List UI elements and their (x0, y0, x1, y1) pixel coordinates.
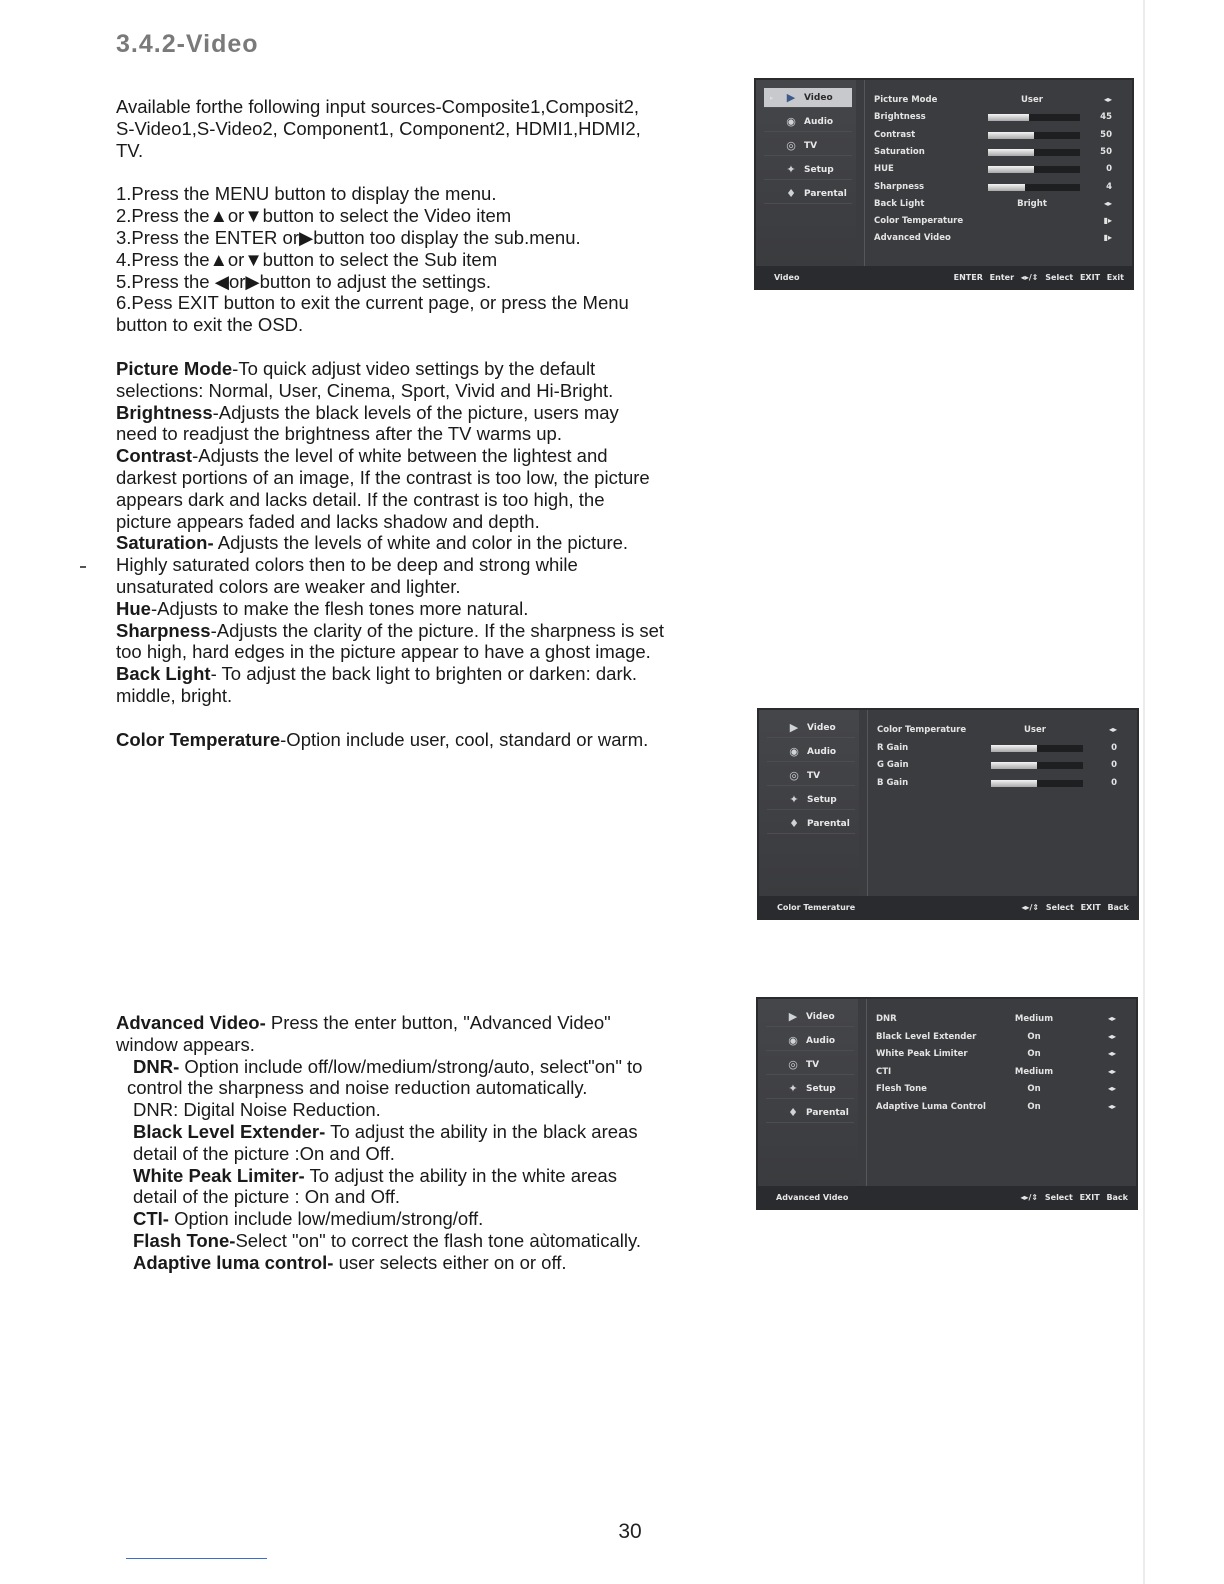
parental-icon: ♦ (788, 1106, 798, 1119)
osd-footer (756, 266, 1132, 288)
desc-line: too high, hard edges in the picture appear to have a ghost image. (116, 641, 651, 663)
desc-line: -Adjusts the level of white between the lightest and (192, 445, 608, 467)
desc-line: Option include low/medium/strong/off. (168, 1208, 484, 1230)
osd-level-number: 0 (1106, 164, 1112, 175)
desc-line: control the sharpness and noise reduction automatically. (127, 1077, 588, 1099)
osd-setting-row[interactable] (876, 1011, 1116, 1028)
osd-level-bar[interactable] (988, 149, 1080, 156)
term-brightness: Brightness (116, 401, 213, 423)
adjust-arrows-icon: ◂▸ (1107, 1084, 1116, 1093)
osd-menu-item-label: Setup (806, 1083, 836, 1094)
osd-setting-row[interactable] (874, 144, 1112, 161)
osd-menu-item-tv[interactable] (764, 136, 852, 156)
desc-line: user selects either on or off. (333, 1251, 567, 1273)
term-dnr: DNR- (133, 1055, 180, 1077)
osd-setting-row[interactable] (876, 1029, 1116, 1046)
desc-line: detail of the picture :On and Off. (133, 1142, 395, 1164)
osd-setting-value: On (1027, 1049, 1041, 1059)
term-flash-tone: Flash Tone- (133, 1229, 236, 1251)
osd-menu-item-parental[interactable] (767, 814, 855, 834)
osd-setting-label: Flesh Tone (876, 1084, 927, 1094)
osd-setting-label: Picture Mode (874, 95, 938, 105)
step-6: 6.Pess EXIT button to exit the current page, or press the Menu (116, 292, 629, 314)
osd-setting-row[interactable] (874, 196, 1112, 213)
osd-footer-title: Advanced Video (776, 1193, 849, 1202)
adjust-arrows-icon: ◂▸ (1108, 725, 1117, 734)
desc-line: Select "on" to correct the flash tone aùtomatically. (235, 1229, 642, 1251)
desc-line: unsaturated colors are weaker and lighter. (116, 575, 461, 597)
osd-menu-item-video[interactable] (766, 1007, 854, 1027)
osd-divider (867, 710, 868, 896)
osd-footer-hints: ENTER Enter ◂▸/⇕ Select EXIT Exit (953, 273, 1124, 282)
parental-icon: ♦ (786, 187, 796, 200)
osd-level-fill (988, 114, 1029, 121)
available-line: S-Video1,S-Video2, Component1, Component2, HDMI1,HDMI2, (116, 117, 641, 139)
osd-level-number: 0 (1111, 760, 1117, 770)
term-saturation: Saturation- (116, 532, 214, 554)
osd-setting-row[interactable] (874, 179, 1112, 196)
osd-setting-row[interactable] (874, 161, 1112, 178)
desc-line: Highly saturated colors then to be deep and strong while (116, 554, 578, 576)
footnote-rule (126, 1558, 267, 1559)
osd-setting-row[interactable] (876, 1099, 1116, 1116)
osd-setting-value: On (1027, 1084, 1041, 1094)
osd-menu-item-label: Setup (804, 164, 834, 175)
osd-level-bar[interactable] (988, 132, 1080, 139)
desc-line: Adjusts the levels of white and color in the picture. (213, 532, 629, 554)
desc-line: -Adjusts the black levels of the picture, users may (212, 401, 619, 423)
step-5: 5.Press the ◀or▶button to adjust the settings. (116, 270, 492, 292)
osd-menu-item-label: Video (807, 722, 836, 733)
osd-setting-row[interactable] (876, 1046, 1116, 1063)
advanced-block (116, 1012, 756, 1274)
term-back-light: Back Light (116, 663, 211, 685)
osd-level-fill (988, 149, 1034, 156)
osd-level-bar[interactable] (991, 780, 1083, 787)
adjust-arrows-icon: ◂▸ (1107, 1049, 1116, 1058)
osd-level-bar[interactable] (991, 762, 1083, 769)
osd-setting-value: On (1027, 1101, 1041, 1112)
osd-menu-item-label: TV (807, 770, 821, 781)
osd-advanced-video-screen (756, 997, 1138, 1210)
osd-setting-value: User (1024, 725, 1046, 735)
tv-icon: ◎ (788, 1058, 798, 1071)
section-title: 3.4.2-Video (116, 30, 259, 58)
osd-video-screen (754, 78, 1134, 290)
osd-setting-row[interactable] (874, 213, 1112, 230)
desc-line: -Adjusts the clarity of the picture. If the sharpness is set (210, 619, 665, 641)
available-line: TV. (116, 139, 144, 161)
setup-icon: ✦ (788, 1082, 798, 1095)
osd-level-fill (991, 780, 1037, 787)
osd-menu-item-audio[interactable] (766, 1031, 854, 1051)
osd-level-bar[interactable] (988, 114, 1080, 121)
osd-setting-label: White Peak Limiter (876, 1049, 968, 1059)
osd-setting-value: User (1021, 95, 1043, 105)
video-icon: ▶ (788, 1010, 798, 1023)
setup-icon: ✦ (786, 163, 796, 176)
osd-setting-row[interactable] (874, 230, 1112, 247)
osd-setting-row[interactable] (877, 740, 1117, 757)
adjust-arrows-icon: ▮▸ (1103, 233, 1112, 243)
osd-menu-item-setup[interactable] (764, 160, 852, 180)
osd-setting-label: Color Temperature (874, 216, 964, 227)
osd-footer (758, 1186, 1136, 1208)
stray-mark (80, 566, 86, 568)
osd-menu-item-video[interactable] (767, 718, 855, 738)
osd-color-temperature-screen (757, 708, 1139, 920)
osd-menu-item-parental[interactable] (766, 1103, 854, 1123)
osd-setting-label: Saturation (874, 146, 925, 157)
osd-level-bar[interactable] (991, 745, 1083, 752)
page-number: 30 (618, 1520, 642, 1543)
intro-block (116, 96, 746, 336)
osd-menu-item-parental[interactable] (764, 184, 852, 204)
term-hue: Hue (116, 597, 151, 619)
osd-menu-item-label: TV (806, 1059, 820, 1070)
osd-setting-value: On (1027, 1031, 1041, 1042)
osd-level-fill (991, 762, 1037, 769)
osd-menu-item-tv[interactable] (767, 766, 855, 786)
osd-setting-row[interactable] (877, 775, 1117, 792)
adjust-arrows-icon: ◂▸ (1103, 95, 1112, 104)
osd-footer-hints: ◂▸/⇕ Select EXIT Back (1020, 1193, 1128, 1202)
desc-line: -To quick adjust video settings by the default (232, 358, 596, 379)
step-4: 4.Press the▲or▼button to select the Sub item (116, 248, 498, 270)
osd-setting-row[interactable] (877, 722, 1117, 739)
osd-footer-hints: ◂▸/⇕ Select EXIT Back (1021, 903, 1129, 912)
osd-menu-item-audio[interactable] (764, 112, 852, 132)
adjust-arrows-icon: ◂▸ (1107, 1066, 1116, 1076)
osd-level-fill (988, 132, 1034, 139)
term-cti: CTI- (133, 1208, 169, 1230)
osd-setting-label: G Gain (877, 760, 909, 770)
desc-line: Option include off/low/medium/strong/auto, select"on" to (179, 1055, 643, 1077)
osd-setting-label: Black Level Extender (876, 1031, 977, 1042)
osd-setting-label: Back Light (874, 198, 925, 209)
adjust-arrows-icon: ◂▸ (1107, 1101, 1116, 1111)
desc-line: appears dark and lacks detail. If the contrast is too high, the (116, 488, 605, 510)
desc-line: picture appears faded and lacks shadow and depth. (116, 510, 540, 532)
step-3: 3.Press the ENTER or▶button too display the sub.menu. (116, 226, 581, 248)
osd-setting-row[interactable] (874, 92, 1112, 109)
osd-setting-label: Advanced Video (874, 233, 951, 244)
step-1: 1.Press the MENU button to display the menu. (116, 183, 497, 205)
osd-menu-item-label: Audio (807, 746, 837, 757)
osd-menu-item-label: Audio (806, 1035, 836, 1046)
osd-menu-item-setup[interactable] (766, 1079, 854, 1099)
osd-footer-title: Color Temerature (777, 903, 856, 912)
desc-line: middle, bright. (116, 684, 233, 706)
osd-sidebar (756, 80, 856, 266)
osd-setting-label: B Gain (877, 777, 909, 788)
desc-line: need to readjust the brightness after the TV warms up. (116, 423, 562, 445)
desc-line: window appears. (116, 1033, 255, 1055)
adjust-arrows-icon: ◂▸ (1107, 1014, 1116, 1023)
osd-menu-item-tv[interactable] (766, 1055, 854, 1075)
osd-setting-label: CTI (876, 1066, 892, 1077)
tv-icon: ◎ (786, 139, 796, 152)
osd-level-fill (991, 745, 1037, 752)
osd-divider (866, 999, 867, 1186)
osd-level-number: 0 (1111, 777, 1117, 788)
video-icon: ▶ (789, 721, 799, 734)
osd-menu-item-label: TV (804, 140, 818, 151)
osd-level-fill (988, 166, 1034, 173)
osd-menu-item-audio[interactable] (767, 742, 855, 762)
available-line: Available forthe following input sources-Composite1,Composit2, (116, 96, 640, 117)
osd-sidebar (759, 710, 859, 896)
term-color-temperature: Color Temperature (116, 728, 281, 750)
step-2: 2.Press the▲or▼button to select the Video item (116, 205, 512, 227)
osd-setting-row[interactable] (877, 757, 1117, 774)
osd-menu-item-setup[interactable] (767, 790, 855, 810)
osd-setting-value: Medium (1014, 1014, 1054, 1024)
parental-icon: ♦ (789, 817, 799, 830)
scan-edge (1143, 0, 1145, 1584)
audio-icon: ◉ (786, 115, 796, 128)
osd-setting-label: DNR (876, 1014, 897, 1024)
osd-footer (759, 896, 1137, 918)
audio-icon: ◉ (788, 1034, 798, 1047)
selection-caret-icon: ▸ (770, 93, 774, 102)
osd-setting-label: Contrast (874, 129, 916, 140)
osd-setting-label: R Gain (877, 742, 909, 753)
adjust-arrows-icon: ◂▸ (1107, 1031, 1116, 1041)
osd-setting-row[interactable] (874, 109, 1112, 126)
osd-menu-item-label: Video (806, 1011, 835, 1022)
term-white-peak-limiter: White Peak Limiter- (133, 1164, 305, 1186)
osd-footer-title: Video (774, 273, 800, 282)
desc-line: -Option include user, cool, standard or warm. (280, 728, 649, 750)
desc-line: darkest portions of an image, If the contrast is too low, the picture (116, 466, 650, 488)
audio-icon: ◉ (789, 745, 799, 758)
osd-setting-label: Sharpness (874, 181, 925, 192)
osd-divider (864, 80, 865, 266)
tv-icon: ◎ (789, 769, 799, 782)
osd-level-bar[interactable] (988, 184, 1080, 191)
step-6-cont: button to exit the OSD. (116, 314, 304, 336)
osd-level-bar[interactable] (988, 166, 1080, 173)
desc-line: detail of the picture : On and Off. (133, 1186, 401, 1208)
term-contrast: Contrast (116, 445, 193, 467)
setup-icon: ✦ (789, 793, 799, 806)
osd-menu-item-label: Setup (807, 794, 837, 805)
term-adaptive-luma: Adaptive luma control- (133, 1251, 334, 1273)
osd-setting-value: Medium (1014, 1066, 1054, 1077)
desc-line: To adjust the ability in the black areas (325, 1120, 638, 1142)
descriptions-block (116, 358, 766, 751)
desc-line: DNR: Digital Noise Reduction. (133, 1099, 381, 1121)
osd-level-number: 45 (1100, 112, 1112, 123)
osd-level-number: 0 (1111, 742, 1117, 753)
osd-menu-item-label: Audio (804, 116, 834, 127)
osd-level-number: 50 (1100, 146, 1112, 157)
osd-menu-item-label: Parental (806, 1107, 849, 1118)
osd-setting-label: HUE (874, 164, 894, 175)
desc-line: Press the enter button, "Advanced Video" (265, 1012, 611, 1033)
osd-menu-item-video[interactable] (764, 88, 852, 108)
osd-level-number: 50 (1100, 129, 1112, 140)
osd-setting-row[interactable] (874, 127, 1112, 144)
term-sharpness: Sharpness (116, 619, 211, 641)
osd-setting-label: Color Temperature (877, 725, 967, 735)
osd-setting-label: Brightness (874, 112, 926, 123)
osd-setting-label: Adaptive Luma Control (876, 1101, 986, 1112)
osd-setting-value: Bright (1017, 198, 1047, 209)
osd-level-fill (988, 184, 1025, 191)
term-black-level-extender: Black Level Extender- (133, 1120, 326, 1142)
desc-line: To adjust the ability in the white areas (304, 1164, 617, 1186)
osd-menu-item-label: Parental (804, 188, 847, 199)
term-advanced-video: Advanced Video- (116, 1012, 266, 1033)
osd-setting-row[interactable] (876, 1064, 1116, 1081)
osd-menu-item-label: Video (804, 92, 833, 103)
osd-sidebar (758, 999, 858, 1186)
desc-line: - To adjust the back light to brighten or darken: dark. (210, 663, 638, 685)
desc-line: selections: Normal, User, Cinema, Sport, Vivid and Hi-Bright. (116, 379, 614, 401)
adjust-arrows-icon: ◂▸ (1103, 198, 1112, 208)
osd-setting-row[interactable] (876, 1081, 1116, 1098)
adjust-arrows-icon: ▮▸ (1103, 216, 1112, 226)
osd-level-number: 4 (1106, 181, 1112, 192)
video-icon: ▶ (786, 91, 796, 104)
desc-line: -Adjusts to make the flesh tones more natural. (150, 597, 529, 619)
osd-menu-item-label: Parental (807, 818, 850, 829)
term-picture-mode: Picture Mode (116, 358, 233, 379)
